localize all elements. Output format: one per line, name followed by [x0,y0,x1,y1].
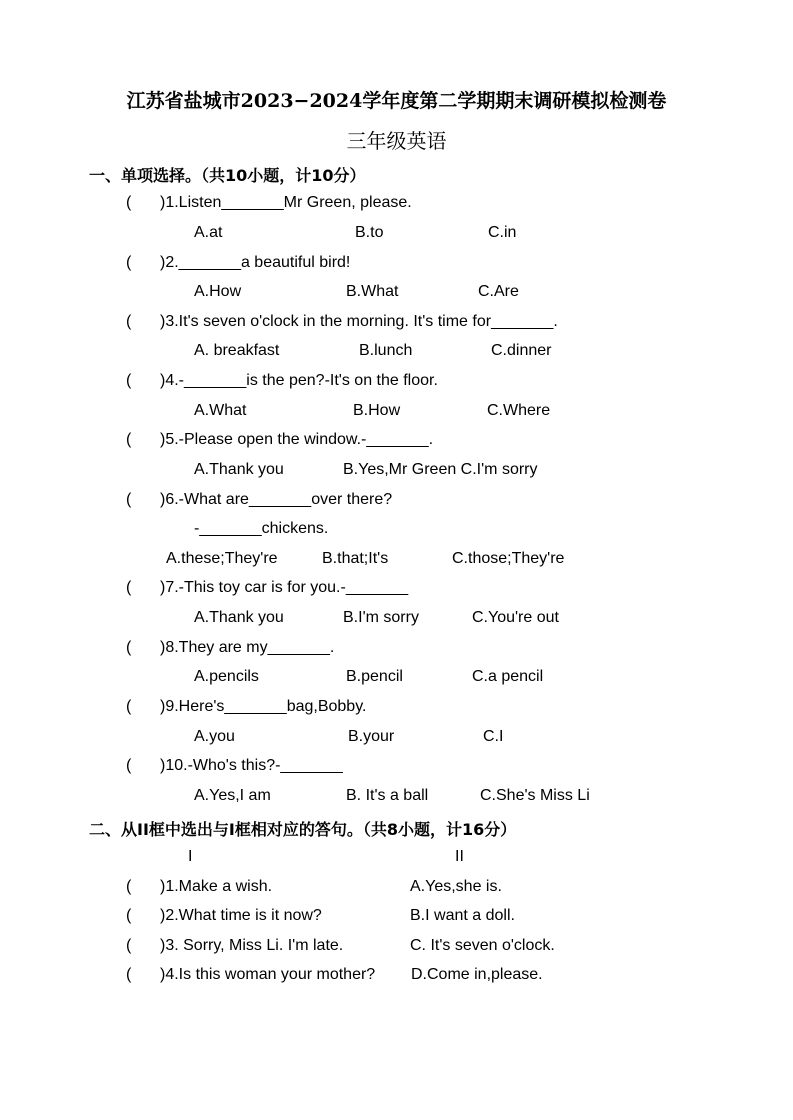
q6-option-c: C.those;They're [452,550,565,567]
q2-option-a: A.How [194,283,242,300]
question-1: )1.Listen_______Mr Green, please. [160,194,412,211]
match-right-c: C. It's seven o'clock. [410,937,555,954]
question-5: )5.-Please open the window.-_______. [160,431,434,448]
column-2-label: II [455,848,464,865]
answer-bracket[interactable]: ( [126,313,132,330]
match-right-b: B.I want a doll. [410,907,515,924]
match-left-2: )2.What time is it now? [160,907,322,924]
q4-option-c: C.Where [487,402,551,419]
q9-option-b: B.your [348,728,395,745]
q5-option-a: A.Thank you [194,461,284,478]
answer-bracket[interactable]: ( [126,966,132,983]
question-3: )3.It's seven o'clock in the morning. It's time for_______. [160,313,558,330]
q5-option-b: B.Yes,Mr Green C.I'm sorry [343,461,538,478]
q7-option-a: A.Thank you [194,609,284,626]
match-left-1: )1.Make a wish. [160,878,273,895]
question-9: )9.Here's_______bag,Bobby. [160,698,367,715]
answer-bracket[interactable]: ( [126,878,132,895]
question-2: )2._______a beautiful bird! [160,254,351,271]
answer-bracket[interactable]: ( [126,579,132,596]
q3-option-c: C.dinner [491,342,552,359]
q2-option-b: B.What [346,283,399,300]
match-left-4: )4.Is this woman your mother? [160,966,376,983]
q1-option-b: B.to [355,224,384,241]
answer-bracket[interactable]: ( [126,698,132,715]
q2-option-c: C.Are [478,283,519,300]
q7-option-c: C.You're out [472,609,559,626]
q3-option-a: A. breakfast [194,342,280,359]
q6-option-b: B.that;It's [322,550,389,567]
answer-bracket[interactable]: ( [126,491,132,508]
question-8: )8.They are my_______. [160,639,335,656]
answer-bracket[interactable]: ( [126,937,132,954]
q8-option-b: B.pencil [346,668,403,685]
answer-bracket[interactable]: ( [126,372,132,389]
question-10: )10.-Who's this?-_______ [160,757,343,774]
q8-option-c: C.a pencil [472,668,544,685]
exam-title: 江苏省盐城市2023−2024学年度第二学期期末调研模拟检测卷 [126,90,667,112]
answer-bracket[interactable]: ( [126,639,132,656]
q6-option-a: A.these;They're [166,550,278,567]
q7-option-b: B.I'm sorry [343,609,419,626]
question-6-line2: -_______chickens. [194,520,329,537]
q8-option-a: A.pencils [194,668,259,685]
section1-heading: 一、单项选择。（共10小题，计10分） [89,166,366,185]
answer-bracket[interactable]: ( [126,431,132,448]
q1-option-a: A.at [194,224,223,241]
answer-bracket[interactable]: ( [126,194,132,211]
match-left-3: )3. Sorry, Miss Li. I'm late. [160,937,344,954]
question-7: )7.-This toy car is for you.-_______ [160,579,409,596]
question-4: )4.-_______is the pen?-It's on the floor. [160,372,438,389]
q3-option-b: B.lunch [359,342,413,359]
q10-option-b: B. It's a ball [346,787,429,804]
column-1-label: I [188,848,193,865]
q9-option-c: C.I [483,728,504,745]
section2-heading: 二、从II框中选出与I框相对应的答句。（共8小题，计16分） [89,820,517,839]
q1-option-c: C.in [488,224,517,241]
q4-option-b: B.How [353,402,401,419]
match-right-a: A.Yes,she is. [410,878,502,895]
answer-bracket[interactable]: ( [126,907,132,924]
exam-subtitle: 三年级英语 [346,129,447,153]
answer-bracket[interactable]: ( [126,254,132,271]
question-6: )6.-What are_______over there? [160,491,393,508]
q9-option-a: A.you [194,728,235,745]
q4-option-a: A.What [194,402,247,419]
q10-option-c: C.She's Miss Li [480,787,590,804]
match-right-d: D.Come in,please. [411,966,543,983]
q10-option-a: A.Yes,I am [194,787,271,804]
answer-bracket[interactable]: ( [126,757,132,774]
